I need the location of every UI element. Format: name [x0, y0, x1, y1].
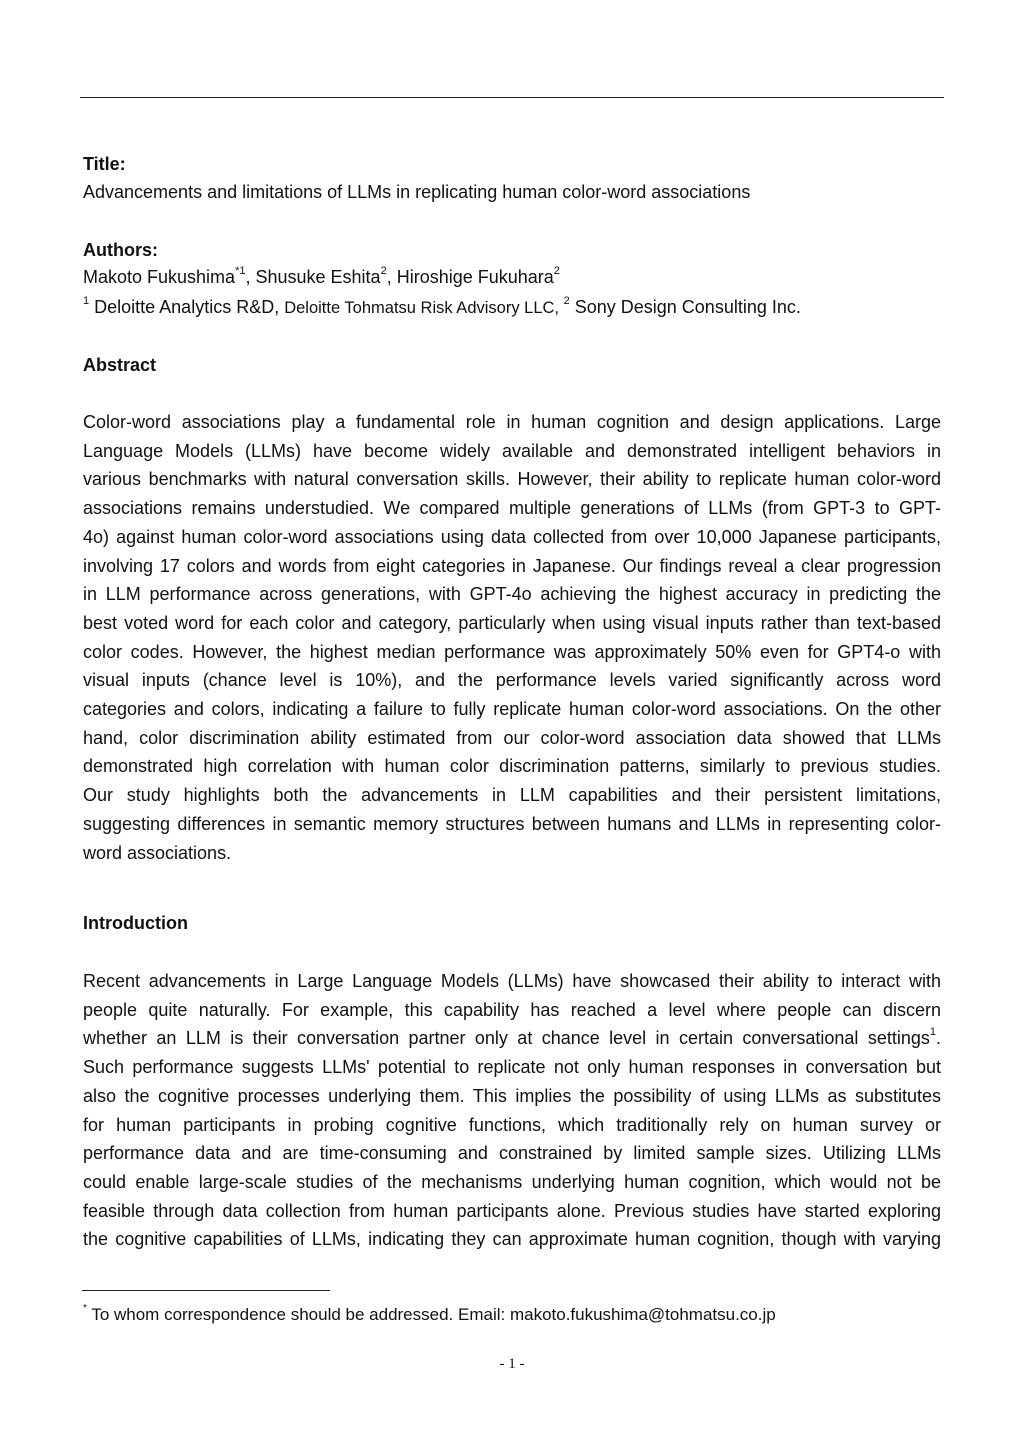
affiliation-mark: 1: [83, 295, 90, 307]
author-separator: ,: [386, 267, 397, 287]
authors-label: Authors:: [83, 240, 158, 260]
author-name: Hiroshige Fukuhara: [396, 267, 554, 287]
author-list: [83, 267, 560, 288]
intro-line: Recent advancements in Large Language Models (LLMs) have showcased their ability to interact with: [83, 971, 941, 991]
page-number: - 1 -: [499, 1356, 525, 1372]
intro-line: performance data and are time-consuming and constrained by limited sample sizes. Utilizing LLMs: [83, 1143, 941, 1164]
affiliation-1-org: Deloitte Tohmatsu Risk Advisory LLC,: [284, 299, 564, 317]
author-name: Shusuke Eshita: [255, 267, 381, 287]
footnote-rule: [82, 1290, 330, 1291]
abstract-line: in LLM performance across generations, with GPT-4o achieving the highest accuracy in predicting the: [83, 584, 941, 605]
abstract-line: demonstrated high correlation with human color discrimination patterns, similarly to previous studies.: [83, 756, 941, 777]
author-mark: 2: [380, 265, 387, 277]
intro-line: Such performance suggests LLMs' potential to replicate not only human responses in conversation but: [83, 1057, 941, 1078]
abstract-line: best voted word for each color and category, particularly when using visual inputs rather than text-based: [83, 612, 941, 633]
abstract-line: categories and colors, indicating a failure to fully replicate human color-word associations. On the other: [83, 699, 941, 720]
introduction-body: [83, 967, 941, 1254]
abstract-line: Color-word associations play a fundamental role in human cognition and design applications. Large: [83, 412, 941, 432]
abstract-line: various benchmarks with natural conversation skills. However, their ability to replicate human color-word: [83, 469, 941, 490]
title-label: Title:: [83, 154, 126, 174]
abstract-line: associations remains understudied. We compared multiple generations of LLMs (from GPT-3 to GPT-: [83, 498, 941, 519]
author-mark: *1: [235, 265, 246, 277]
abstract-line: Language Models (LLMs) have become widely available and demonstrated intelligent behaviors in: [83, 440, 941, 461]
intro-line: could enable large-scale studies of the mechanisms underlying human cognition, which would not be: [83, 1171, 941, 1192]
intro-line: also the cognitive processes underlying them. This implies the possibility of using LLMs as substitutes: [83, 1085, 941, 1106]
affiliation-1-main: Deloitte Analytics R&D,: [89, 297, 285, 317]
abstract-line: color codes. However, the highest median performance was approximately 50% even for GPT4-o with: [83, 641, 941, 662]
author-separator: ,: [245, 267, 256, 287]
abstract-line: Our study highlights both the advancements in LLM capabilities and their persistent limitations,: [83, 785, 941, 806]
intro-line: people quite naturally. For example, this capability has reached a level where people can discern: [83, 999, 941, 1020]
abstract-line: suggesting differences in semantic memory structures between humans and LLMs in representing color-: [83, 813, 941, 834]
footnote: [83, 1305, 776, 1325]
affiliation-mark: 2: [563, 295, 570, 307]
footnote-mark: *: [83, 1303, 87, 1315]
abstract-line: 4o) against human color-word associations using data collected from over 10,000 Japanese participants,: [83, 526, 941, 547]
affiliation-2: Sony Design Consulting Inc.: [569, 297, 801, 317]
intro-line: for human participants in probing cognitive functions, which traditionally rely on human survey or: [83, 1114, 941, 1135]
abstract-line: visual inputs (chance level is 10%), and the performance levels varied significantly across word: [83, 670, 941, 691]
intro-line-with-citation: [83, 1024, 941, 1053]
author-mark: 2: [553, 265, 560, 277]
footnote-text: To whom correspondence should be addressed. Email: makoto.fukushima@tohmatsu.co.jp: [86, 1305, 776, 1324]
intro-line: feasible through data collection from human participants alone. Previous studies have started exploring: [83, 1200, 941, 1221]
abstract-line: hand, color discrimination ability estimated from our color-word association data showed that LLMs: [83, 727, 941, 748]
abstract-line: word associations.: [83, 842, 232, 863]
paper-title: Advancements and limitations of LLMs in replicating human color-word associations: [83, 182, 751, 202]
citation-mark: 1: [929, 1026, 936, 1039]
header-rule: [80, 97, 944, 98]
abstract-heading: Abstract: [83, 355, 157, 375]
author-name: Makoto Fukushima: [83, 267, 236, 287]
introduction-heading: Introduction: [83, 913, 188, 933]
affiliations: [83, 297, 801, 318]
abstract-line: involving 17 colors and words from eight categories in Japanese. Our findings reveal a clear progression: [83, 555, 941, 576]
intro-line: the cognitive capabilities of LLMs, indicating they can approximate human cognition, though with varying: [83, 1229, 941, 1250]
intro-line-text: whether an LLM is their conversation partner only at chance level in certain conversational settings: [83, 1028, 930, 1049]
abstract-body: [83, 408, 941, 867]
intro-line-tail: .: [935, 1028, 941, 1049]
